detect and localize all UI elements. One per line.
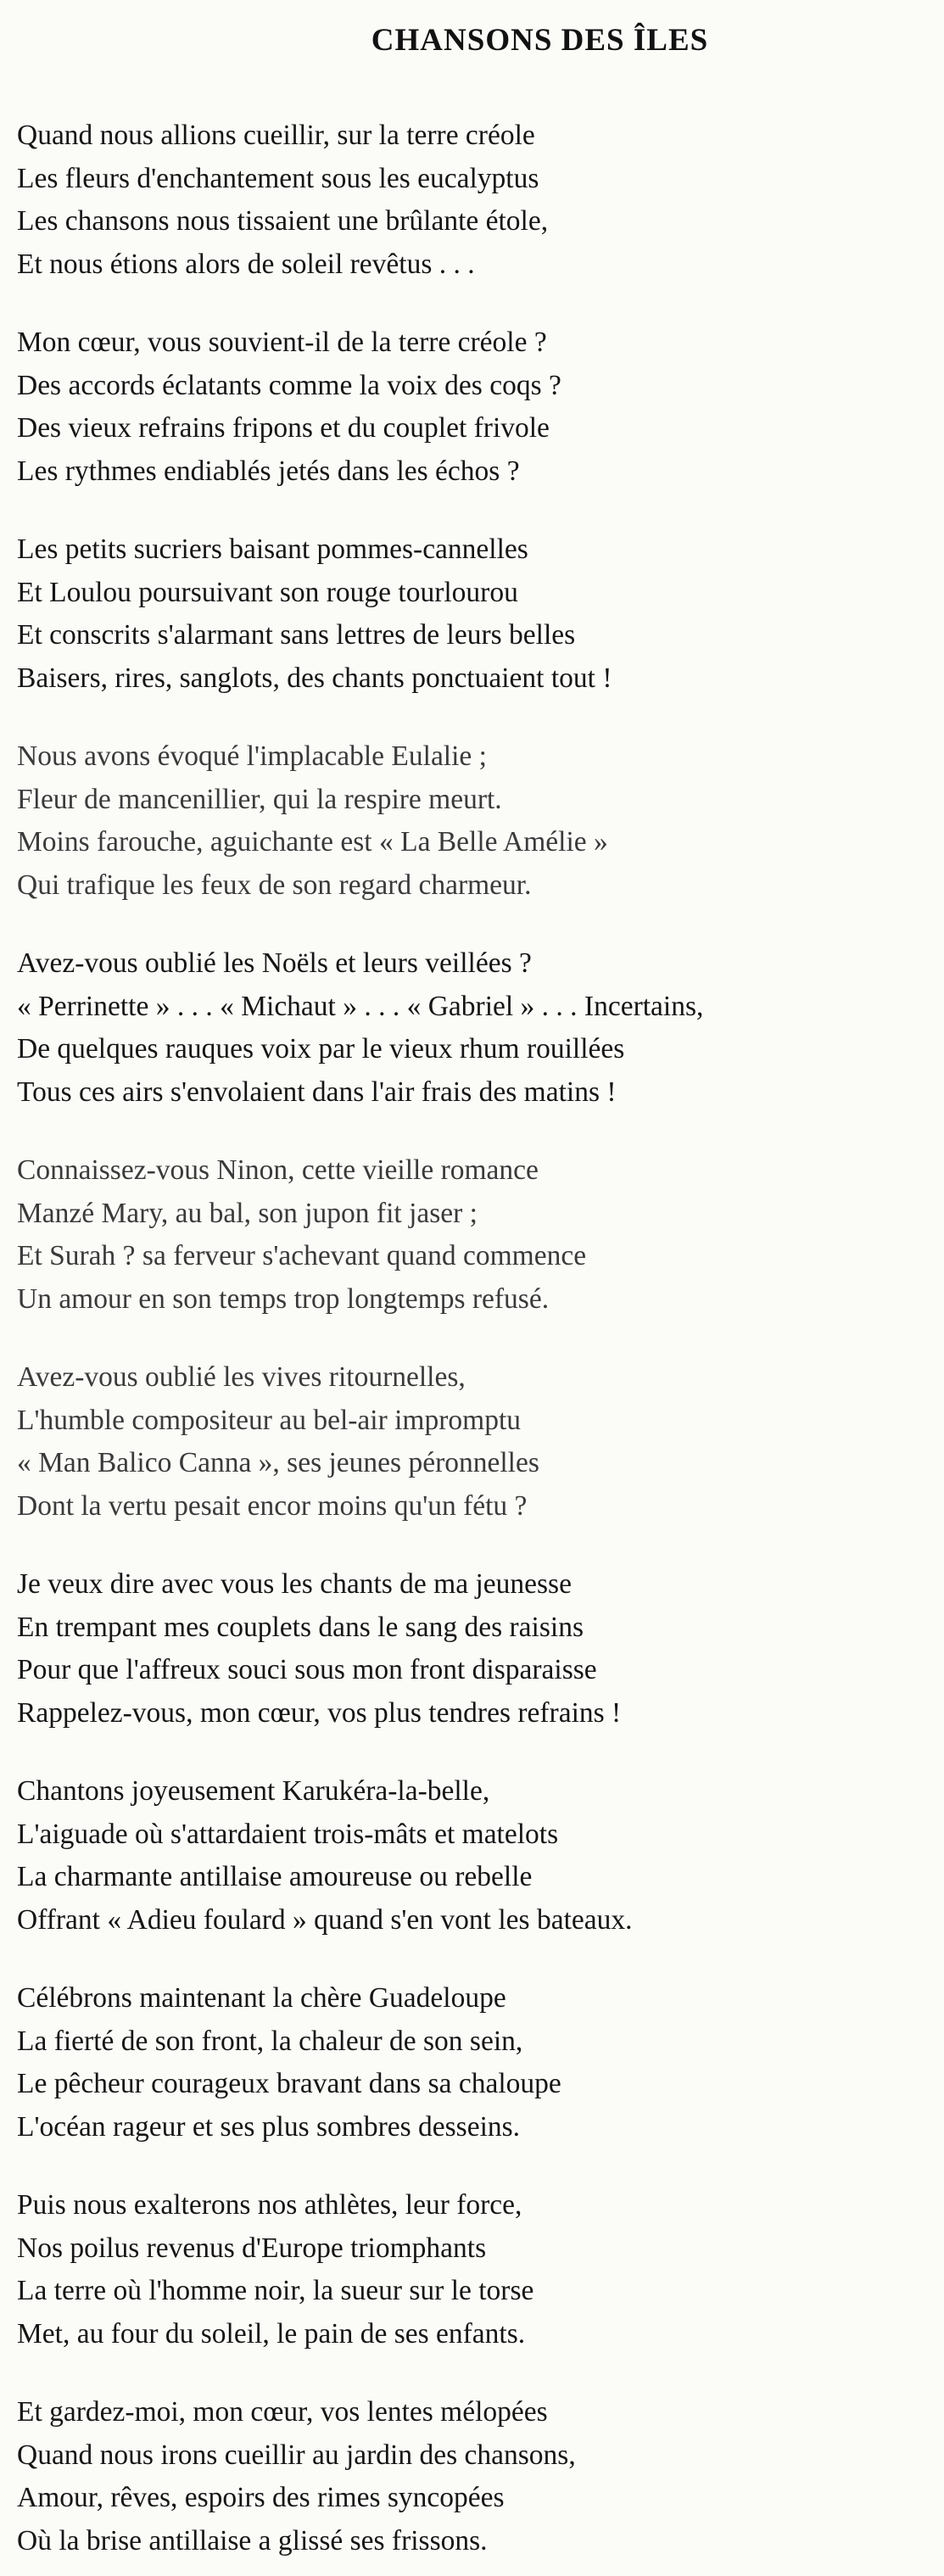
poem-line: Je veux dire avec vous les chants de ma jeunesse [17,1568,572,1600]
poem-line: Les petits sucriers baisant pommes-cannelles [17,534,528,565]
poem-line: L'aiguade où s'attardaient trois-mâts et matelots [17,1818,559,1850]
poem-line: Offrant « Adieu foulard » quand s'en vont les bateaux. [17,1903,633,1936]
poem-line: Célébrons maintenant la chère Guadeloupe [17,1982,506,2014]
stanza [17,1977,944,2149]
poem-line: L'humble compositeur au bel-air impromptu [17,1404,522,1436]
poem-line: Et nous étions alors de soleil revêtus . . . [17,248,475,280]
poem-line: La charmante antillaise amoureuse ou rebelle [17,1861,533,1892]
poem-line: Des accords éclatants comme la voix des coqs ? [17,369,561,401]
poem-line: Connaissez-vous Ninon, cette vieille romance [17,1154,539,1186]
poem-line: Met, au four du soleil, le pain de ses enfants. [17,2317,526,2350]
poem-line: Manzé Mary, au bal, son jupon fit jaser ; [17,1197,478,1229]
stanza [17,1563,944,1735]
poem-line: Pour que l'affreux souci sous mon front disparaisse [17,1654,597,1685]
poem-line: Puis nous exalterons nos athlètes, leur force, [17,2189,522,2221]
stanza [17,2391,944,2562]
poem-line: Baisers, rires, sanglots, des chants ponctuaient tout ! [17,662,612,694]
poem-line: Tous ces airs s'envolaient dans l'air frais des matins ! [17,1076,617,1108]
poem-line: Et Surah ? sa ferveur s'achevant quand commence [17,1240,587,1271]
poem-line: Les rythmes endiablés jetés dans les échos ? [17,455,520,487]
poem-line: Et gardez-moi, mon cœur, vos lentes mélopées [17,2396,548,2428]
poem-line: Avez-vous oublié les Noëls et leurs veillées ? [17,947,532,979]
poem-line: Avez-vous oublié les vives ritournelles, [17,1361,466,1393]
poem-line: Quand nous allions cueillir, sur la terre créole [17,120,535,151]
poem-line: Qui trafique les feux de son regard charmeur. [17,869,532,901]
stanza [17,735,944,907]
poem-line: « Perrinette » . . . « Michaut » . . . « Gabriel » . . . Incertains, [17,990,704,1022]
poem-line: Moins farouche, aguichante est « La Belle Amélie » [17,826,608,858]
poem-line: Les chansons nous tissaient une brûlante étole, [17,205,549,237]
poem-line: La fierté de son front, la chaleur de son sein, [17,2025,523,2057]
stanza [17,115,944,286]
stanza [17,2184,944,2355]
poem-body [17,115,944,2562]
poem-line: Des vieux refrains fripons et du couplet frivole [17,412,550,444]
poem-line: Dont la vertu pesait encor moins qu'un fétu ? [17,1489,528,1522]
poem-line: En trempant mes couplets dans le sang des raisins [17,1611,584,1643]
poem-line: Les fleurs d'enchantement sous les eucalyptus [17,162,539,194]
poem-line: Mon cœur, vous souvient-il de la terre créole ? [17,327,547,358]
poem-line: Quand nous irons cueillir au jardin des chansons, [17,2439,576,2471]
stanza [17,1770,944,1942]
poem-line: Où la brise antillaise a glissé ses frissons. [17,2524,488,2556]
poem-line: Et conscrits s'alarmant sans lettres de leurs belles [17,619,576,651]
poem-line: « Man Balico Canna », ses jeunes péronnelles [17,1447,539,1478]
stanza [17,528,944,700]
poem-line: De quelques rauques voix par le vieux rhum rouillées [17,1033,625,1064]
poem-line: Rappelez-vous, mon cœur, vos plus tendres refrains ! [17,1696,622,1729]
stanza [17,942,944,1114]
stanza [17,1149,944,1321]
poem-title: CHANSONS DES ÎLES [371,23,709,58]
poem-line: L'océan rageur et ses plus sombres desseins. [17,2110,521,2143]
poem-line: La terre où l'homme noir, la sueur sur le torse [17,2275,534,2306]
stanza [17,1356,944,1528]
poem-line: Fleur de mancenillier, qui la respire meurt. [17,783,502,815]
poem-line: Amour, rêves, espoirs des rimes syncopées [17,2482,505,2513]
poem-line: Et Loulou poursuivant son rouge tourlourou [17,576,518,608]
poem-line: Un amour en son temps trop longtemps refusé. [17,1282,550,1315]
stanza [17,321,944,493]
poem-line: Le pêcheur courageux bravant dans sa chaloupe [17,2068,561,2099]
poem-line: Chantons joyeusement Karukéra-la-belle, [17,1775,490,1807]
poem-line: Nous avons évoqué l'implacable Eulalie ; [17,740,487,772]
poem-line: Nos poilus revenus d'Europe triomphants [17,2232,487,2264]
